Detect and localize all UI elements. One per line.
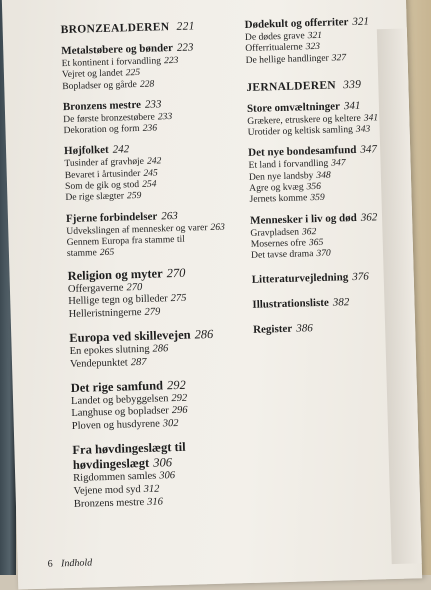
page-number: 225 [125, 67, 141, 79]
page-number: 270 [126, 281, 143, 293]
entry-text: Helleristningerne [68, 307, 142, 321]
toc-section [252, 294, 412, 311]
page-number: 382 [332, 295, 350, 309]
page-number: 254 [141, 178, 157, 190]
entry-text: Udvekslingen af mennesker og varer [66, 221, 208, 237]
entry-text: De dødes grave [244, 30, 305, 43]
entry-text: De første bronzestøbere [63, 111, 155, 125]
page-number: 362 [360, 211, 378, 224]
entry-text: Bevaret i årtusinder [64, 167, 141, 181]
section-title-text: Fra høvdingeslægt til [72, 439, 186, 457]
page-number: 359 [310, 192, 325, 204]
entry-text: Vejret og landet [61, 67, 123, 81]
chapter-title: BRONZEALDEREN [60, 21, 170, 37]
page-number: 386 [296, 321, 313, 335]
entry-text: Mosernes ofre [250, 237, 307, 250]
section-title-text: Det rige samfund [70, 377, 164, 395]
entry-text: Tusinder af gravhøje [64, 156, 145, 170]
page-number: 259 [126, 190, 142, 202]
section-title-text: Religion og myter [67, 265, 163, 283]
toc-section [72, 437, 284, 511]
entry-text: Landet og bebyggelsen [70, 392, 169, 407]
page-number: 236 [142, 122, 158, 135]
entry-text: Vendepunktet [69, 357, 128, 370]
section-title-text: Europa ved skillevejen [69, 327, 191, 345]
entry-text: Rigdommen samles [73, 470, 157, 484]
entry-text: En epokes slutning [69, 343, 150, 357]
section-title [252, 269, 412, 286]
page-number: 296 [171, 405, 188, 417]
page-number: 341 [343, 99, 361, 113]
section-title [252, 294, 412, 311]
page-number: 242 [112, 143, 130, 157]
entry-text: Bronzens mestre [73, 496, 145, 510]
page-number: 233 [157, 110, 173, 123]
page-number: 223 [176, 41, 194, 54]
page-number: 347 [331, 157, 346, 170]
entry-text: stamme [66, 247, 97, 260]
running-head: Indhold [60, 557, 93, 570]
section-title-text: Illustrationsliste [252, 296, 329, 311]
toc-section [63, 95, 274, 136]
entry-text: Vejene mod syd [73, 483, 141, 497]
chapter-heading-bronzealderen [61, 18, 271, 36]
page-number: 312 [143, 483, 160, 495]
page-number: 263 [161, 209, 178, 223]
page-number: 302 [162, 418, 179, 430]
page-number: 321 [352, 15, 370, 28]
section-title-text: Mennesker i liv og død [249, 211, 357, 227]
page-number: 376 [352, 270, 369, 283]
page-number: 339 [342, 78, 362, 92]
page-number: 362 [301, 225, 317, 238]
entry-text: Et kontinent i forvandling [61, 55, 162, 70]
page-number: 321 [307, 29, 323, 42]
entry-text: Som de gik og stod [64, 179, 140, 193]
page-number: 263 [210, 221, 226, 233]
entry-text: Et land i forvandling [248, 158, 329, 172]
toc-section [252, 269, 412, 286]
page-number: 275 [170, 293, 187, 305]
chapter-title: JERNALDEREN [246, 79, 337, 94]
entry-text: Offerritualerne [245, 41, 303, 55]
page-number: 242 [146, 155, 162, 168]
page-number: 343 [355, 123, 371, 136]
entry-text: Hellige tegn og billeder [68, 293, 168, 308]
page-number: 223 [163, 54, 179, 67]
page-number: 316 [147, 495, 164, 508]
page-number: 265 [99, 246, 115, 259]
entry-text: Den nye landsby [248, 169, 314, 183]
page-number: 327 [331, 51, 347, 64]
toc-section [247, 98, 408, 138]
toc-section [250, 210, 411, 261]
entry-text: Langhuse og bopladser [71, 405, 169, 420]
page-number: 270 [166, 265, 186, 280]
entry-text: Agre og kvæg [249, 181, 304, 194]
section-title-text: Store omvæltninger [246, 100, 341, 115]
entry-text: Ploven og husdyrene [71, 418, 160, 433]
page-number: 356 [306, 180, 322, 193]
toc-section [248, 143, 410, 206]
section-title-text: Dødekult og offerriter [244, 16, 349, 31]
page-number: 348 [316, 169, 331, 181]
entry-text: Offergaverne [67, 282, 124, 295]
entry-text: Grækere, etruskere og kelterе [247, 112, 361, 127]
footer-page-number: 6 [47, 558, 53, 570]
page-number: 341 [363, 112, 379, 124]
section-title-text: Fjerne forbindelser [65, 210, 158, 225]
page-number: 245 [143, 167, 158, 179]
page-number: 221 [176, 20, 195, 33]
page-number: 228 [139, 78, 155, 90]
entry-text: Gravpladsen [250, 226, 300, 239]
entry-text: Dekoration og form [63, 123, 140, 137]
section-title-text: Metalstøbere og bønder [61, 42, 174, 58]
page-number: 286 [152, 343, 169, 355]
section-title-text: Det nye bondesamfund [248, 144, 357, 160]
chapter-heading-jernalderen [246, 77, 406, 93]
entry-text: De hellige handlinger [245, 52, 329, 66]
section-title-text: høvdingeslægt [72, 455, 150, 472]
section-title-text: Bronzens mestre [62, 98, 142, 113]
toc-section [71, 375, 282, 434]
page-footer [47, 557, 92, 569]
page-number: 306 [153, 455, 173, 470]
section-title-text: Litteraturvejledning [251, 270, 349, 286]
entry-text: Jernets komme [249, 192, 308, 206]
entry-text: Det tavse drama [250, 248, 314, 262]
page-number: 292 [171, 392, 188, 404]
page-number: 347 [360, 143, 378, 157]
page-number: 365 [308, 236, 324, 249]
entry-text: De rige slægter [65, 190, 125, 204]
section-title-text: Register [252, 322, 293, 336]
entry-text: Gennem Europa fra stamme til [66, 233, 186, 249]
toc-section [61, 39, 272, 92]
page-number: 287 [130, 356, 147, 369]
toc-section [244, 15, 405, 66]
page-number: 370 [316, 247, 331, 260]
page-number: 233 [144, 98, 162, 111]
toc-section [69, 325, 280, 371]
toc-section [67, 263, 278, 322]
entry-text: Bopladser og gårde [62, 78, 138, 92]
section-title-text: Højfolket [63, 144, 109, 158]
page-number: 292 [166, 377, 186, 392]
book-page [2, 0, 422, 590]
page-number: 306 [159, 470, 176, 482]
page-number: 279 [144, 306, 161, 319]
toc-section [66, 207, 277, 260]
page-number: 323 [305, 41, 321, 53]
toc-right-column [244, 15, 413, 337]
page-number: 286 [194, 326, 214, 342]
toc-section [64, 140, 276, 204]
entry-text: Urotider og keltisk samling [247, 124, 354, 139]
